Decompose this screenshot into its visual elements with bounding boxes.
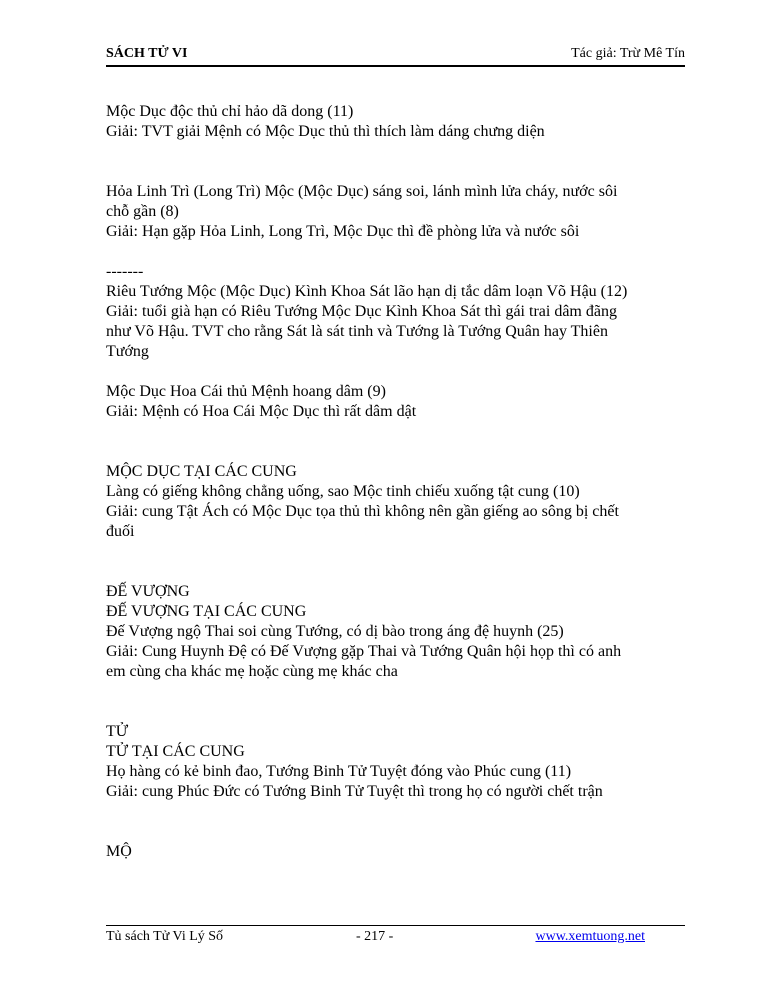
text-line: Mộc Dục Hoa Cái thủ Mệnh hoang dâm (9) — [106, 383, 386, 400]
text-line: chỗ gần (8) — [106, 203, 179, 220]
text-line: Giải: cung Tật Ách có Mộc Dục tọa thủ thì không nên gần giếng ao sông bị chết — [106, 503, 619, 520]
text-line: em cùng cha khác mẹ hoặc cùng mẹ khác cha — [106, 663, 398, 680]
page-footer — [106, 929, 685, 949]
text-line: Giải: cung Phúc Đức có Tướng Binh Tử Tuyệt thì trong họ có người chết trận — [106, 783, 603, 800]
text-line: TỬ TẠI CÁC CUNG — [106, 743, 245, 760]
text-line: ĐẾ VƯỢNG — [106, 583, 190, 600]
text-block — [106, 262, 685, 362]
author-line: Tác giả: Trừ Mê Tín — [571, 46, 685, 61]
page-header — [106, 46, 685, 66]
text-line: Làng có giếng không chẳng uống, sao Mộc tinh chiếu xuống tật cung (10) — [106, 483, 580, 500]
text-block — [106, 842, 685, 862]
text-line: Mộc Dục độc thủ chỉ hảo dã dong (11) — [106, 103, 354, 120]
text-line: TỬ — [106, 723, 129, 740]
text-line: ------- — [106, 263, 144, 280]
text-block — [106, 582, 685, 682]
text-line: Đế Vượng ngộ Thai soi cùng Tướng, có dị bào trong áng đệ huynh (25) — [106, 623, 564, 640]
text-line: Giải: Hạn gặp Hỏa Linh, Long Trì, Mộc Dục thì đề phòng lửa và nước sôi — [106, 223, 580, 240]
footer-series: Tủ sách Tử Vi Lý Số — [106, 929, 224, 944]
text-line: Giải: Mệnh có Hoa Cái Mộc Dục thì rất dâm dật — [106, 403, 417, 420]
text-line: như Võ Hậu. TVT cho rằng Sát là sát tinh và Tướng là Tướng Quân hay Thiên — [106, 323, 608, 340]
text-line: Tướng — [106, 343, 149, 360]
website-link[interactable]: www.xemtuong.net — [535, 929, 645, 944]
text-block — [106, 102, 685, 142]
text-line: ĐẾ VƯỢNG TẠI CÁC CUNG — [106, 603, 307, 620]
text-line: đuối — [106, 523, 135, 540]
text-line: Hỏa Linh Trì (Long Trì) Mộc (Mộc Dục) sáng soi, lánh mình lửa cháy, nước sôi — [106, 183, 618, 200]
text-line: Họ hàng có kẻ binh đao, Tướng Binh Tử Tuyệt đóng vào Phúc cung (11) — [106, 763, 572, 780]
text-block — [106, 382, 685, 422]
text-block — [106, 182, 685, 242]
text-line: Riêu Tướng Mộc (Mộc Dục) Kình Khoa Sát lão hạn dị tắc dâm loạn Võ Hậu (12) — [106, 283, 628, 300]
text-line: Giải: TVT giải Mệnh có Mộc Dục thủ thì thích làm dáng chưng diện — [106, 123, 545, 140]
text-line: Giải: Cung Huynh Đệ có Đế Vượng gặp Thai và Tướng Quân hội họp thì có anh — [106, 643, 622, 660]
text-block — [106, 722, 685, 802]
document-body — [106, 102, 685, 862]
book-title: SÁCH TỬ VI — [106, 46, 188, 61]
page-number: - 217 - — [356, 929, 394, 944]
footer-rule — [106, 925, 685, 926]
text-block — [106, 462, 685, 542]
text-line: Giải: tuổi già hạn có Riêu Tướng Mộc Dục Kình Khoa Sát thì gái trai dâm đãng — [106, 303, 617, 320]
text-line: MỘC DỤC TẠI CÁC CUNG — [106, 463, 297, 480]
header-rule — [106, 65, 685, 67]
text-line: MỘ — [106, 843, 132, 860]
